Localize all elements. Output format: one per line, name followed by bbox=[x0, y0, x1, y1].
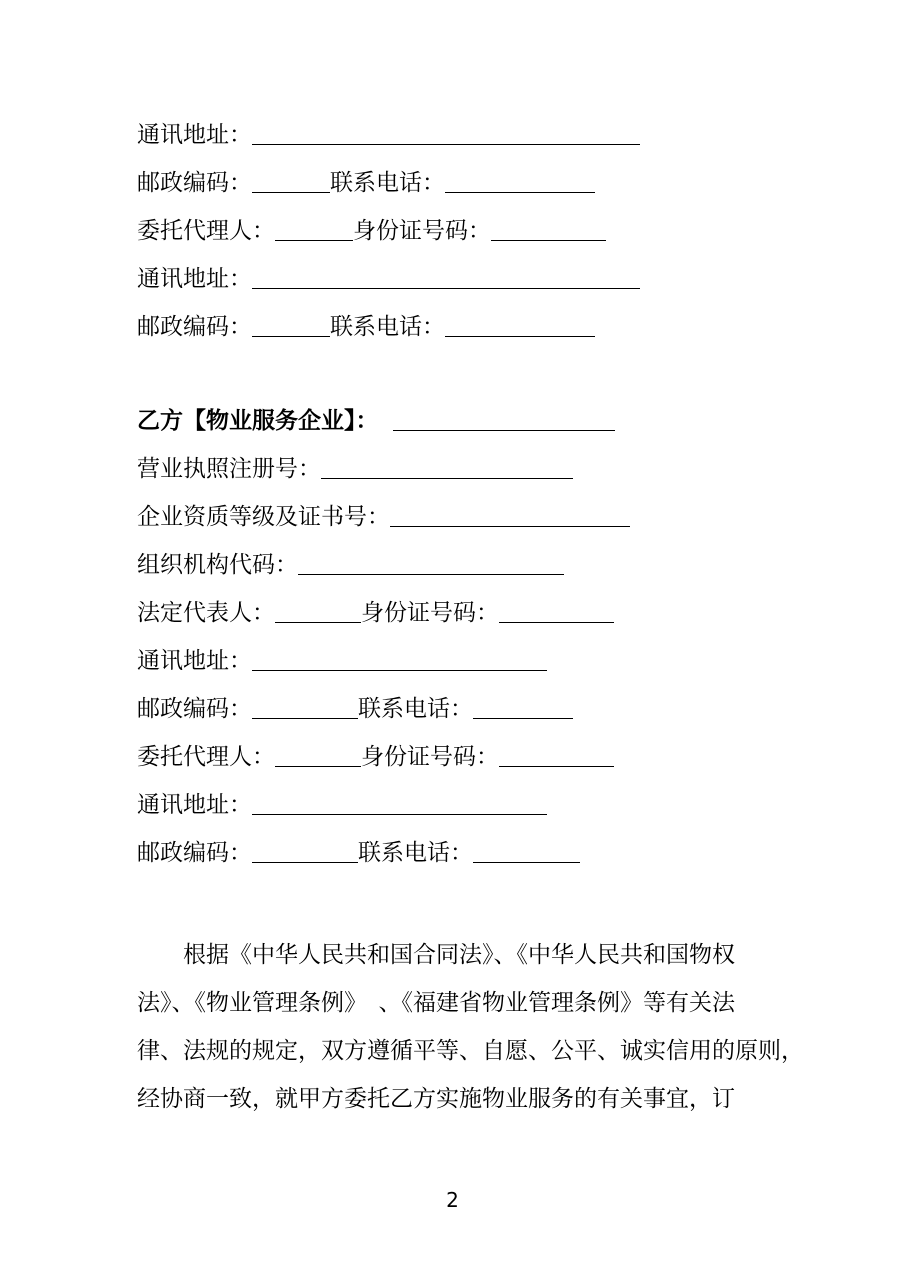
party-b-postal-label: 邮政编码： bbox=[137, 696, 252, 722]
party-b-agent-id-label: 身份证号码： bbox=[361, 744, 499, 770]
preamble-line-1: 根据《中华人民共和国合同法》、《中华人民共和国物权 bbox=[183, 942, 735, 968]
party-b-address2-blank bbox=[252, 794, 547, 815]
party-b-name-blank bbox=[393, 410, 615, 431]
postal-blank bbox=[252, 172, 330, 193]
legal-rep-id-blank bbox=[499, 602, 614, 623]
page-number: 2 bbox=[446, 1188, 459, 1212]
legal-rep-line bbox=[137, 596, 614, 630]
org-code-blank bbox=[298, 554, 564, 575]
postal2-blank bbox=[252, 316, 330, 337]
preamble-line-4: 经协商一致，就甲方委托乙方实施物业服务的有关事宜，订 bbox=[137, 1086, 735, 1112]
party-a-address-line bbox=[137, 118, 640, 152]
party-b-address-line bbox=[137, 644, 547, 678]
party-b-postal2-label: 邮政编码： bbox=[137, 840, 252, 866]
preamble-line-2: 法》、《物业管理条例》 、《福建省物业管理条例》等有关法 bbox=[137, 990, 735, 1016]
org-code-line bbox=[137, 548, 564, 582]
preamble-paragraph bbox=[137, 931, 804, 1123]
legal-rep-id-label: 身份证号码： bbox=[361, 600, 499, 626]
legal-rep-label: 法定代表人： bbox=[137, 600, 275, 626]
phone-label: 联系电话： bbox=[330, 170, 445, 196]
qualification-line bbox=[137, 500, 630, 534]
party-a-postal-line bbox=[137, 166, 595, 200]
party-b-phone2-label: 联系电话： bbox=[358, 840, 473, 866]
party-b-address-blank bbox=[252, 650, 547, 671]
party-b-heading: 乙方【物业服务企业】： bbox=[137, 408, 379, 434]
agent-blank bbox=[275, 220, 353, 241]
address-label: 通讯地址： bbox=[137, 122, 252, 148]
party-b-agent-line bbox=[137, 740, 614, 774]
license-line bbox=[137, 452, 573, 486]
party-b-agent-id-blank bbox=[499, 746, 614, 767]
address-blank bbox=[252, 124, 640, 145]
license-blank bbox=[321, 458, 573, 479]
id-blank bbox=[491, 220, 606, 241]
postal2-label: 邮政编码： bbox=[137, 314, 252, 340]
party-a-postal2-line bbox=[137, 310, 595, 344]
party-b-heading-line bbox=[137, 404, 615, 438]
agent-label: 委托代理人： bbox=[137, 218, 275, 244]
party-b-address-label: 通讯地址： bbox=[137, 648, 252, 674]
party-b-phone-blank bbox=[473, 698, 573, 719]
party-b-agent-label: 委托代理人： bbox=[137, 744, 275, 770]
party-a-agent-line bbox=[137, 214, 606, 248]
party-b-phone-label: 联系电话： bbox=[358, 696, 473, 722]
phone2-label: 联系电话： bbox=[330, 314, 445, 340]
party-b-postal2-line bbox=[137, 836, 580, 870]
party-b-address2-line bbox=[137, 788, 547, 822]
phone-blank bbox=[445, 172, 595, 193]
party-b-postal2-blank bbox=[252, 842, 358, 863]
party-b-postal-line bbox=[137, 692, 573, 726]
address2-blank bbox=[252, 268, 640, 289]
org-code-label: 组织机构代码： bbox=[137, 552, 298, 578]
party-b-agent-blank bbox=[275, 746, 361, 767]
party-b-address2-label: 通讯地址： bbox=[137, 792, 252, 818]
party-b-phone2-blank bbox=[473, 842, 580, 863]
id-label: 身份证号码： bbox=[353, 218, 491, 244]
qualification-label: 企业资质等级及证书号： bbox=[137, 504, 390, 530]
party-b-postal-blank bbox=[252, 698, 358, 719]
postal-label: 邮政编码： bbox=[137, 170, 252, 196]
preamble-line-3: 律、法规的规定，双方遵循平等、自愿、公平、诚实信用的原则， bbox=[137, 1038, 804, 1064]
address2-label: 通讯地址： bbox=[137, 266, 252, 292]
qualification-blank bbox=[390, 506, 630, 527]
phone2-blank bbox=[445, 316, 595, 337]
party-a-address2-line bbox=[137, 262, 640, 296]
legal-rep-blank bbox=[275, 602, 361, 623]
license-label: 营业执照注册号： bbox=[137, 456, 321, 482]
